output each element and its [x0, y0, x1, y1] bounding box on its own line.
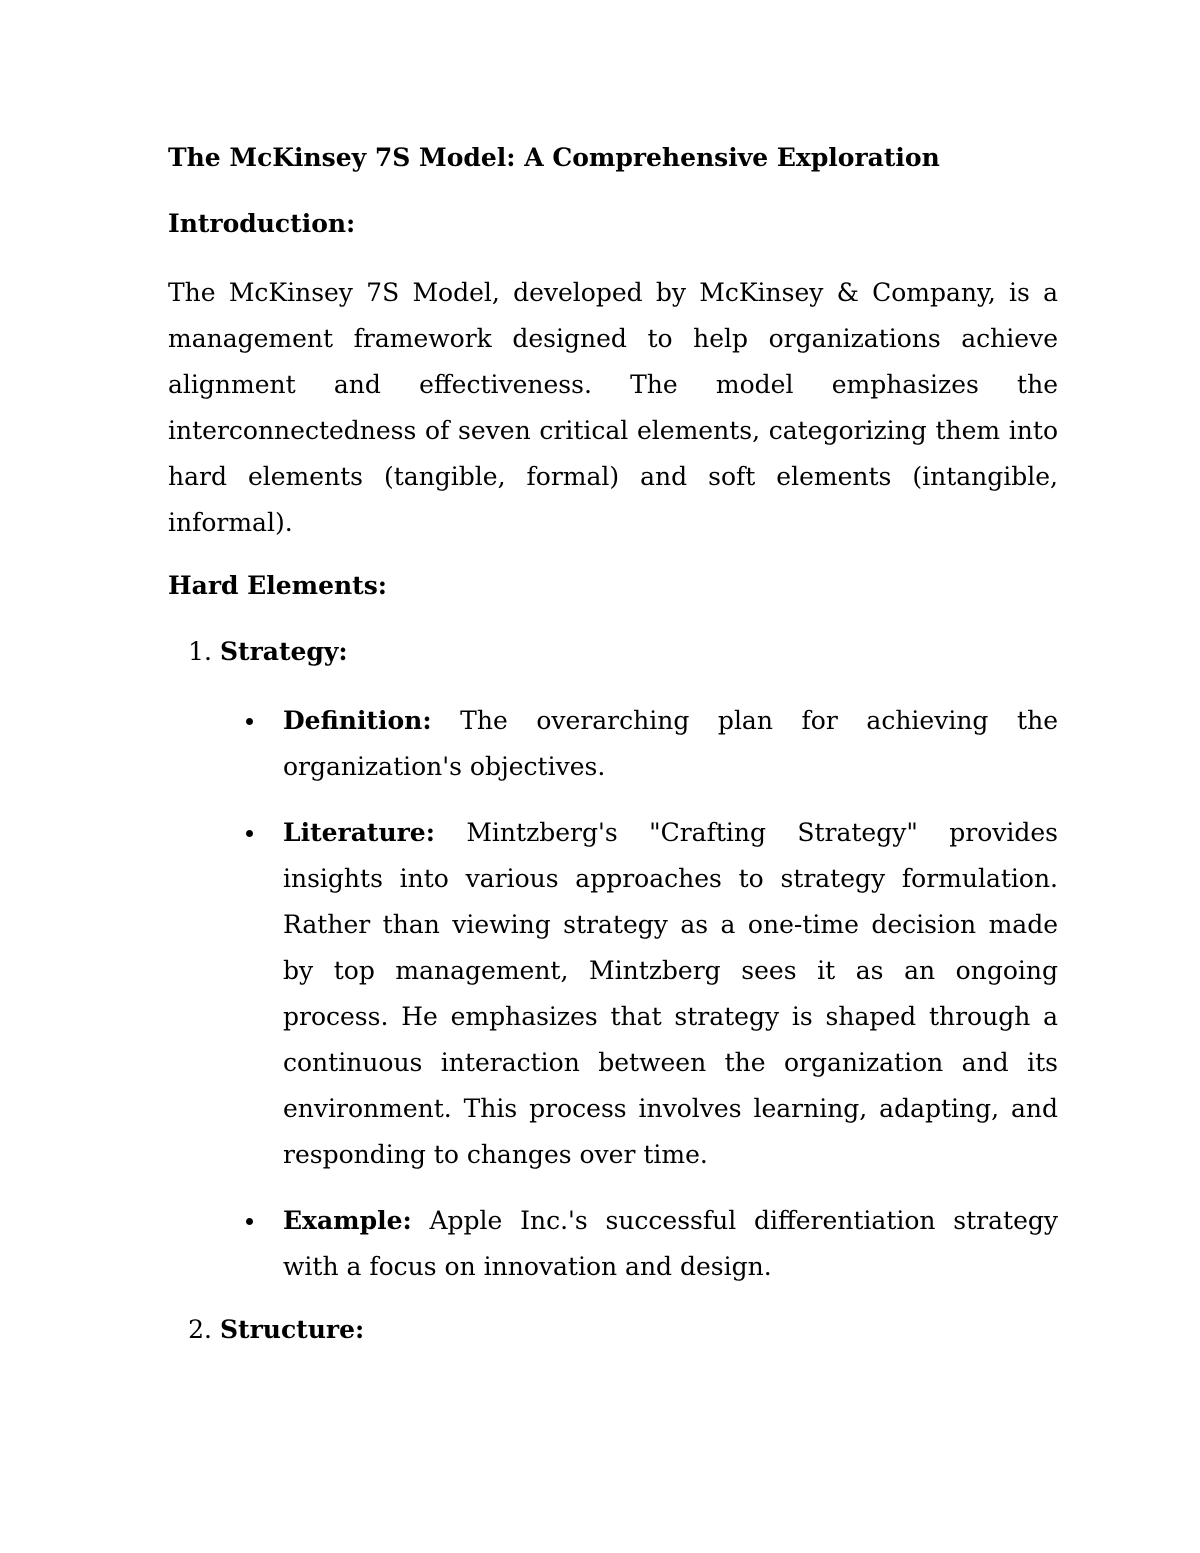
- strategy-bullet-list: [168, 698, 1058, 1290]
- bullet-text: [283, 1198, 1058, 1290]
- bullet-label: Example:: [283, 1206, 412, 1235]
- item-label: Strategy:: [220, 637, 348, 666]
- bullet-body: The overarching plan for achieving the organization's objectives.: [283, 706, 1058, 781]
- document-title: The McKinsey 7S Model: A Comprehensive Exploration: [168, 143, 940, 172]
- bullet-literature: [168, 810, 1058, 1178]
- bullet-body: Mintzberg's "Crafting Strategy" provides insights into various approaches to strategy formulation. Rather than viewing strategy as a one-time decision made by top management, Mintzberg sees it as an ongoing process. He emphasizes that strategy is shaped through a continuous interaction between the organization and its environment. This process involves learning, adapting, and responding to changes over time.: [283, 818, 1058, 1169]
- bullet-label: Literature:: [283, 818, 435, 847]
- item-number: 1.: [188, 637, 212, 666]
- document-page: [168, 138, 1058, 1376]
- intro-heading: Introduction:: [168, 209, 356, 238]
- item-number: 2.: [188, 1315, 212, 1344]
- bullet-body: Apple Inc.'s successful differentiation strategy with a focus on innovation and design.: [283, 1206, 1058, 1281]
- bullet-icon: [168, 698, 283, 790]
- numbered-item-strategy: [168, 632, 1058, 672]
- hard-elements-heading: Hard Elements:: [168, 571, 388, 600]
- bullet-definition: [168, 698, 1058, 790]
- bullet-label: Definition:: [283, 706, 432, 735]
- bullet-example: [168, 1198, 1058, 1290]
- bullet-text: [283, 810, 1058, 1178]
- bullet-text: [283, 698, 1058, 790]
- bullet-icon: [168, 810, 283, 1178]
- bullet-icon: [168, 1198, 283, 1290]
- item-label: Structure:: [220, 1315, 365, 1344]
- intro-paragraph: The McKinsey 7S Model, developed by McKinsey & Company, is a management framework designed to help organizations achieve alignment and effectiveness. The model emphasizes the interconnectedness of seven critical elements, categorizing them into hard elements (tangible, formal) and soft elements (intangible, informal).: [168, 278, 1058, 537]
- numbered-item-structure: [168, 1310, 1058, 1350]
